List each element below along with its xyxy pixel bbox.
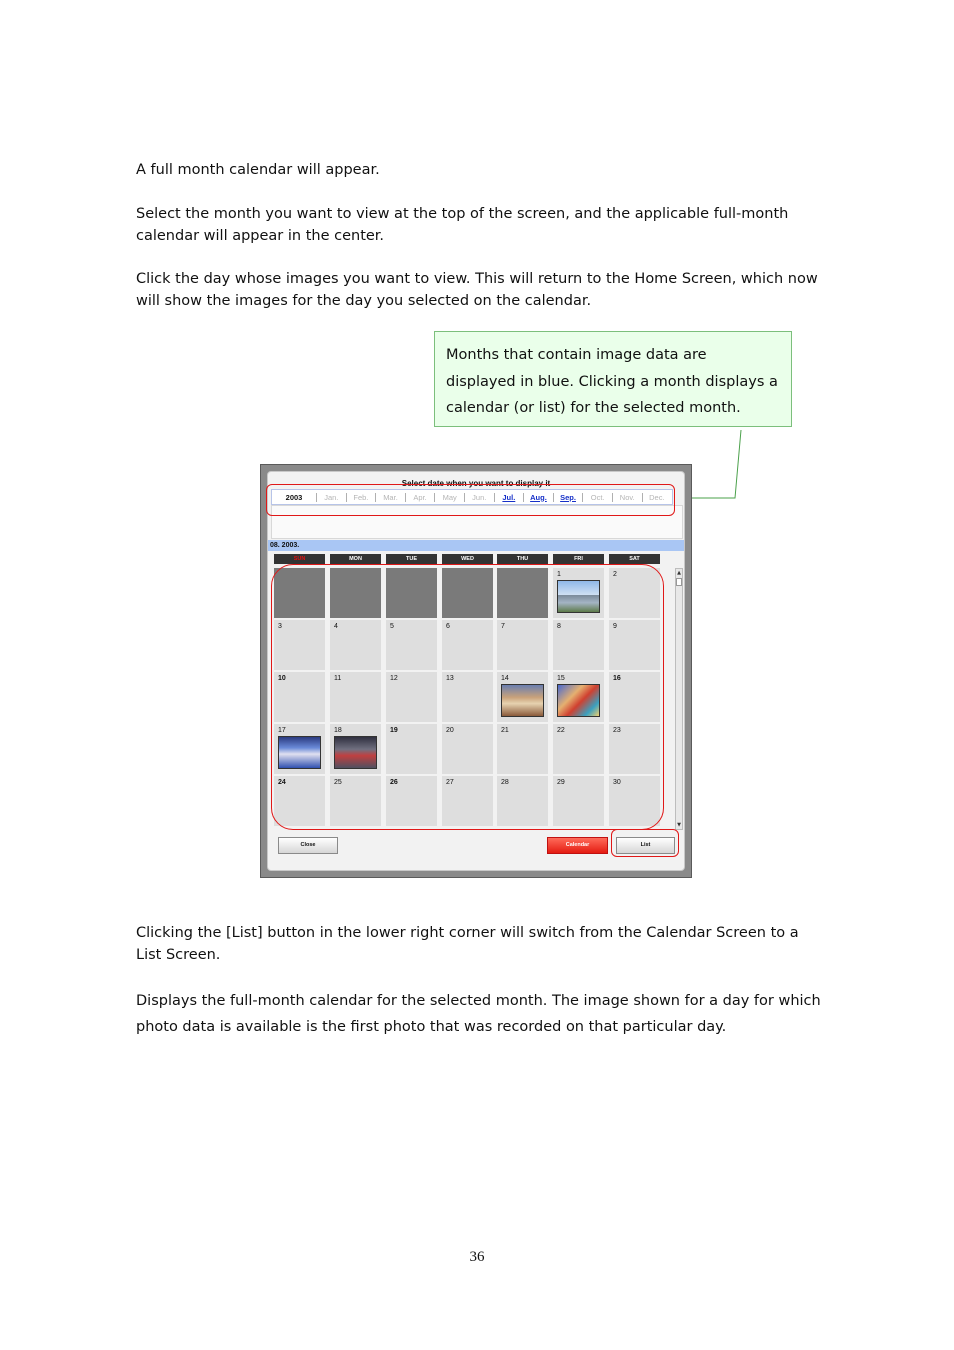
calendar-day-empty <box>274 568 325 618</box>
list-button[interactable]: List <box>616 837 675 854</box>
calendar-day-number: 1 <box>557 571 561 578</box>
calendar-day-6[interactable] <box>442 620 493 670</box>
calendar-day-number: 14 <box>501 675 509 682</box>
calendar-day-5[interactable] <box>386 620 437 670</box>
page-number: 36 <box>469 1249 485 1265</box>
calendar-day-8[interactable] <box>553 620 604 670</box>
calendar-button[interactable]: Calendar <box>547 837 608 854</box>
calendar-day-12[interactable] <box>386 672 437 722</box>
intro-paragraph-3: Click the day whose images you want to view. This will return to the Home Screen, which now will show the images for the day you selected on the calendar. <box>136 271 818 309</box>
calendar-day-25[interactable] <box>330 776 381 826</box>
calendar-day-2[interactable] <box>609 568 660 618</box>
month-area-panel <box>271 505 683 539</box>
calendar-day-number: 19 <box>390 727 398 734</box>
calendar-day-number: 23 <box>613 727 621 734</box>
month-feb[interactable]: Feb. <box>346 493 376 502</box>
calendar-day-number: 25 <box>334 779 342 786</box>
month-aug[interactable]: Aug. <box>523 493 553 502</box>
calendar-day-3[interactable] <box>274 620 325 670</box>
year-label[interactable]: 2003 <box>285 492 303 502</box>
outro-paragraph-2: Displays the full-month calendar for the selected month. The image shown for a day for which photo data is available is the first photo that was recorded on that particular day. <box>136 993 821 1035</box>
weekday-thu: THU <box>497 554 548 564</box>
calendar-day-number: 5 <box>390 623 394 630</box>
calendar-day-11[interactable] <box>330 672 381 722</box>
month-jan[interactable]: Jan. <box>316 493 346 502</box>
calendar-day-number: 27 <box>446 779 454 786</box>
calendar-day-22[interactable] <box>553 724 604 774</box>
calendar-day-number: 26 <box>390 779 398 786</box>
day-photo-thumbnail[interactable] <box>278 736 321 769</box>
calendar-day-empty <box>497 568 548 618</box>
weekday-sun: SUN <box>274 554 325 564</box>
weekday-sat: SAT <box>609 554 660 564</box>
weekday-mon: MON <box>330 554 381 564</box>
calendar-day-23[interactable] <box>609 724 660 774</box>
window-title: Select date when you want to display it <box>401 479 551 488</box>
calendar-day-9[interactable] <box>609 620 660 670</box>
calendar-day-number: 29 <box>557 779 565 786</box>
current-month-label: 08. 2003. <box>268 540 684 551</box>
calendar-window <box>260 464 692 878</box>
calendar-day-number: 6 <box>446 623 450 630</box>
calendar-day-4[interactable] <box>330 620 381 670</box>
scroll-down-icon[interactable]: ▼ <box>677 822 681 828</box>
month-jul[interactable]: Jul. <box>494 493 524 502</box>
calendar-day-number: 8 <box>557 623 561 630</box>
calendar-day-number: 21 <box>501 727 509 734</box>
calendar-day-26[interactable] <box>386 776 437 826</box>
calendar-day-number: 28 <box>501 779 509 786</box>
month-dec[interactable]: Dec. <box>642 493 672 502</box>
calendar-day-14[interactable] <box>497 672 548 722</box>
calendar-day-number: 17 <box>278 727 286 734</box>
calendar-window-body <box>267 471 685 871</box>
weekday-fri: FRI <box>553 554 604 564</box>
calendar-day-20[interactable] <box>442 724 493 774</box>
calendar-day-27[interactable] <box>442 776 493 826</box>
day-photo-thumbnail[interactable] <box>334 736 377 769</box>
calendar-day-18[interactable] <box>330 724 381 774</box>
calendar-day-29[interactable] <box>553 776 604 826</box>
scroll-thumb[interactable] <box>676 578 682 586</box>
calendar-day-number: 4 <box>334 623 338 630</box>
calendar-day-number: 30 <box>613 779 621 786</box>
calendar-day-16[interactable] <box>609 672 660 722</box>
calendar-day-19[interactable] <box>386 724 437 774</box>
calendar-day-empty <box>386 568 437 618</box>
weekday-wed: WED <box>442 554 493 564</box>
calendar-day-15[interactable] <box>553 672 604 722</box>
day-photo-thumbnail[interactable] <box>557 684 600 717</box>
calendar-day-number: 12 <box>390 675 398 682</box>
callout-note: Months that contain image data are displayed in blue. Clicking a month displays a calendar (or list) for the selected month. <box>434 331 792 427</box>
calendar-day-number: 15 <box>557 675 565 682</box>
month-mar[interactable]: Mar. <box>375 493 405 502</box>
month-list <box>316 493 671 502</box>
calendar-day-17[interactable] <box>274 724 325 774</box>
month-apr[interactable]: Apr. <box>405 493 435 502</box>
day-photo-thumbnail[interactable] <box>501 684 544 717</box>
month-may[interactable]: May <box>434 493 464 502</box>
calendar-day-number: 2 <box>613 571 617 578</box>
calendar-day-30[interactable] <box>609 776 660 826</box>
calendar-day-number: 16 <box>613 675 621 682</box>
calendar-day-number: 11 <box>334 675 342 682</box>
calendar-day-1[interactable] <box>553 568 604 618</box>
month-oct[interactable]: Oct. <box>582 493 612 502</box>
calendar-scrollbar[interactable] <box>675 568 683 830</box>
outro-paragraph-1: Clicking the [List] button in the lower right corner will switch from the Calendar Screen to a List Screen. <box>136 925 799 963</box>
close-button[interactable]: Close <box>278 837 338 854</box>
calendar-day-number: 20 <box>446 727 454 734</box>
calendar-day-13[interactable] <box>442 672 493 722</box>
calendar-day-empty <box>442 568 493 618</box>
scroll-up-icon[interactable]: ▲ <box>677 570 681 576</box>
month-jun[interactable]: Jun. <box>464 493 494 502</box>
calendar-day-number: 10 <box>278 675 286 682</box>
day-photo-thumbnail[interactable] <box>557 580 600 613</box>
calendar-day-number: 3 <box>278 623 282 630</box>
calendar-day-empty <box>330 568 381 618</box>
calendar-day-24[interactable] <box>274 776 325 826</box>
month-selector <box>271 489 673 505</box>
month-nov[interactable]: Nov. <box>612 493 642 502</box>
intro-paragraph-2: Select the month you want to view at the top of the screen, and the applicable full-month calendar will appear in the center. <box>136 206 789 244</box>
calendar-day-7[interactable] <box>497 620 548 670</box>
calendar-day-number: 13 <box>446 675 454 682</box>
weekday-tue: TUE <box>386 554 437 564</box>
calendar-day-number: 7 <box>501 623 505 630</box>
calendar-day-number: 18 <box>334 727 342 734</box>
calendar-day-28[interactable] <box>497 776 548 826</box>
calendar-day-number: 9 <box>613 623 617 630</box>
calendar-day-number: 22 <box>557 727 565 734</box>
intro-paragraph-1: A full month calendar will appear. <box>136 162 380 178</box>
calendar-day-number: 24 <box>278 779 286 786</box>
calendar-day-10[interactable] <box>274 672 325 722</box>
calendar-day-21[interactable] <box>497 724 548 774</box>
month-sep[interactable]: Sep. <box>553 493 583 502</box>
